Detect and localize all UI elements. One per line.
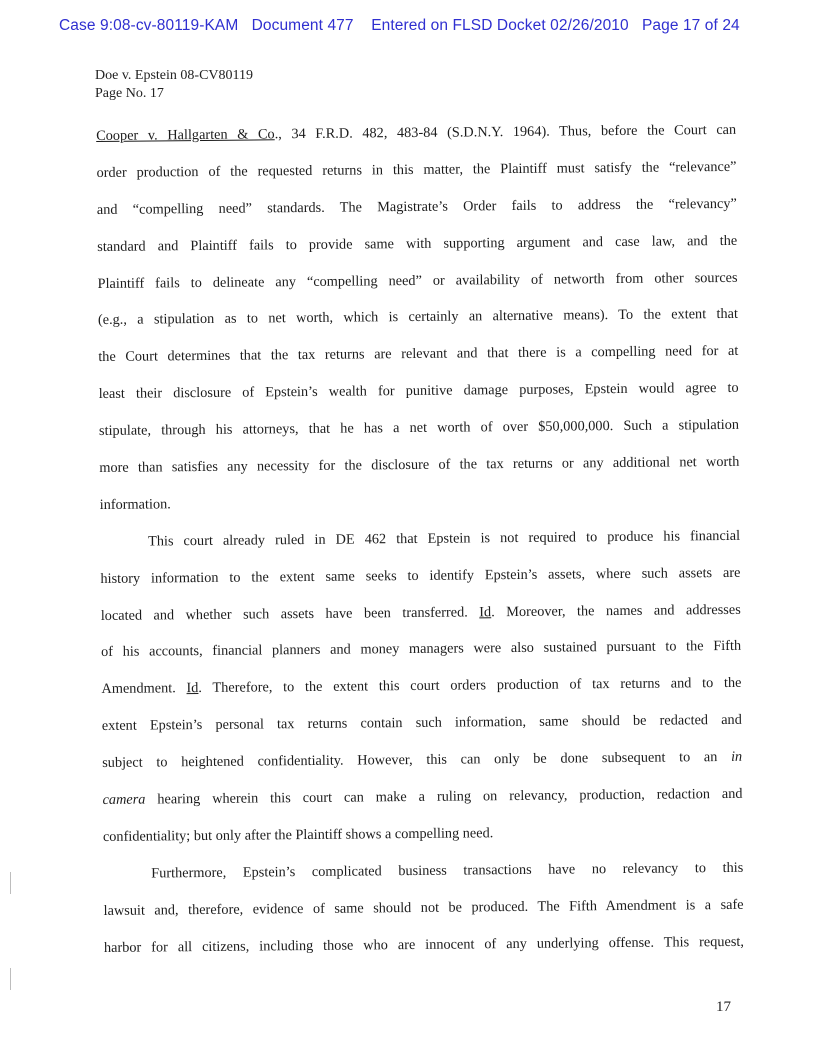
text-line xyxy=(101,665,741,708)
text-line: Plaintiff fails to delineate any “compelling need” or availability of networth from other sources xyxy=(97,269,738,292)
document-body xyxy=(96,112,744,967)
text-line: stipulate, through his attorneys, that he has a net worth of over $50,000,000. Such a stipulation xyxy=(98,416,740,440)
scan-artifact xyxy=(10,872,11,894)
text-line xyxy=(101,591,741,634)
text-line: This court already ruled in DE 462 that Epstein is not required to produce his financial xyxy=(147,527,741,550)
text-line: the Court determines that the tax returns are relevant and that there is a compelling need for at xyxy=(98,343,739,366)
text-line: confidentiality; but only after the Plaintiff shows a compelling need. xyxy=(102,825,494,845)
document-caption xyxy=(95,67,253,103)
text-span: hearing wherein this court can make a ruling on relevancy, production, redaction and xyxy=(145,785,743,808)
text-line: and “compelling need” standards. The Magistrate’s Order fails to address the “relevancy” xyxy=(96,195,737,218)
text-span: subject to heightened confidentiality. However, this can only be done subsequent to an xyxy=(102,749,732,772)
paragraph-1 xyxy=(96,112,740,524)
text-line xyxy=(102,776,742,819)
page-number: 17 xyxy=(716,999,731,1015)
court-filing-stamp: Case 9:08-cv-80119-KAM Document 477 Entered on FLSD Docket 02/26/2010 Page 17 of 24 xyxy=(59,17,740,34)
latin-term: camera xyxy=(102,791,146,808)
text-line: order production of the requested returns in this matter, the Plaintiff must satisfy the “relevance” xyxy=(96,158,737,181)
case-citation: Cooper v. Hallgarten & Co xyxy=(96,126,275,144)
text-span: Amendment. xyxy=(101,680,187,698)
text-span: ., 34 F.R.D. 482, 483-84 (S.D.N.Y. 1964). Thus, before the Court can xyxy=(274,121,737,143)
text-line: least their disclosure of Epstein’s wealth for punitive damage purposes, Epstein would agree to xyxy=(98,380,739,403)
latin-term: in xyxy=(730,748,743,766)
text-line: (e.g., a stipulation as to net worth, which is certainly an alternative means). To the extent that xyxy=(97,306,738,329)
text-line: lawsuit and, therefore, evidence of same should not be produced. The Fifth Amendment is a safe xyxy=(103,896,744,919)
text-line xyxy=(102,739,742,782)
text-line xyxy=(96,112,736,155)
text-line: extent Epstein’s personal tax returns contain such information, same should be redacted and xyxy=(101,712,742,735)
paragraph-3 xyxy=(103,850,744,967)
text-line: standard and Plaintiff fails to provide same with supporting argument and case law, and the xyxy=(97,232,738,255)
id-citation: Id xyxy=(186,680,199,697)
page-label: Page No. 17 xyxy=(95,86,164,101)
text-span: . Therefore, to the extent this court orders production of tax returns and to the xyxy=(198,675,742,697)
paragraph-2 xyxy=(100,518,743,856)
case-name: Doe v. Epstein 08-CV80119 xyxy=(95,68,253,83)
text-line: Furthermore, Epstein’s complicated business transactions have no relevancy to this xyxy=(151,859,744,882)
text-line: harbor for all citizens, including those who are innocent of any underlying offense. This request, xyxy=(103,933,745,956)
text-line: history information to the extent same seeks to identify Epstein’s assets, where such assets are xyxy=(100,564,741,587)
text-line: more than satisfies any necessity for the disclosure of the tax returns or any additional net worth xyxy=(99,453,740,476)
scan-artifact xyxy=(10,968,11,990)
text-line: information. xyxy=(99,496,171,513)
text-span: located and whether such assets have been transferred. xyxy=(100,603,480,624)
id-citation: Id xyxy=(479,603,492,620)
text-line: of his accounts, financial planners and money managers were also sustained pursuant to the Fifth xyxy=(101,638,742,661)
text-span: . Moreover, the names and addresses xyxy=(491,601,741,620)
